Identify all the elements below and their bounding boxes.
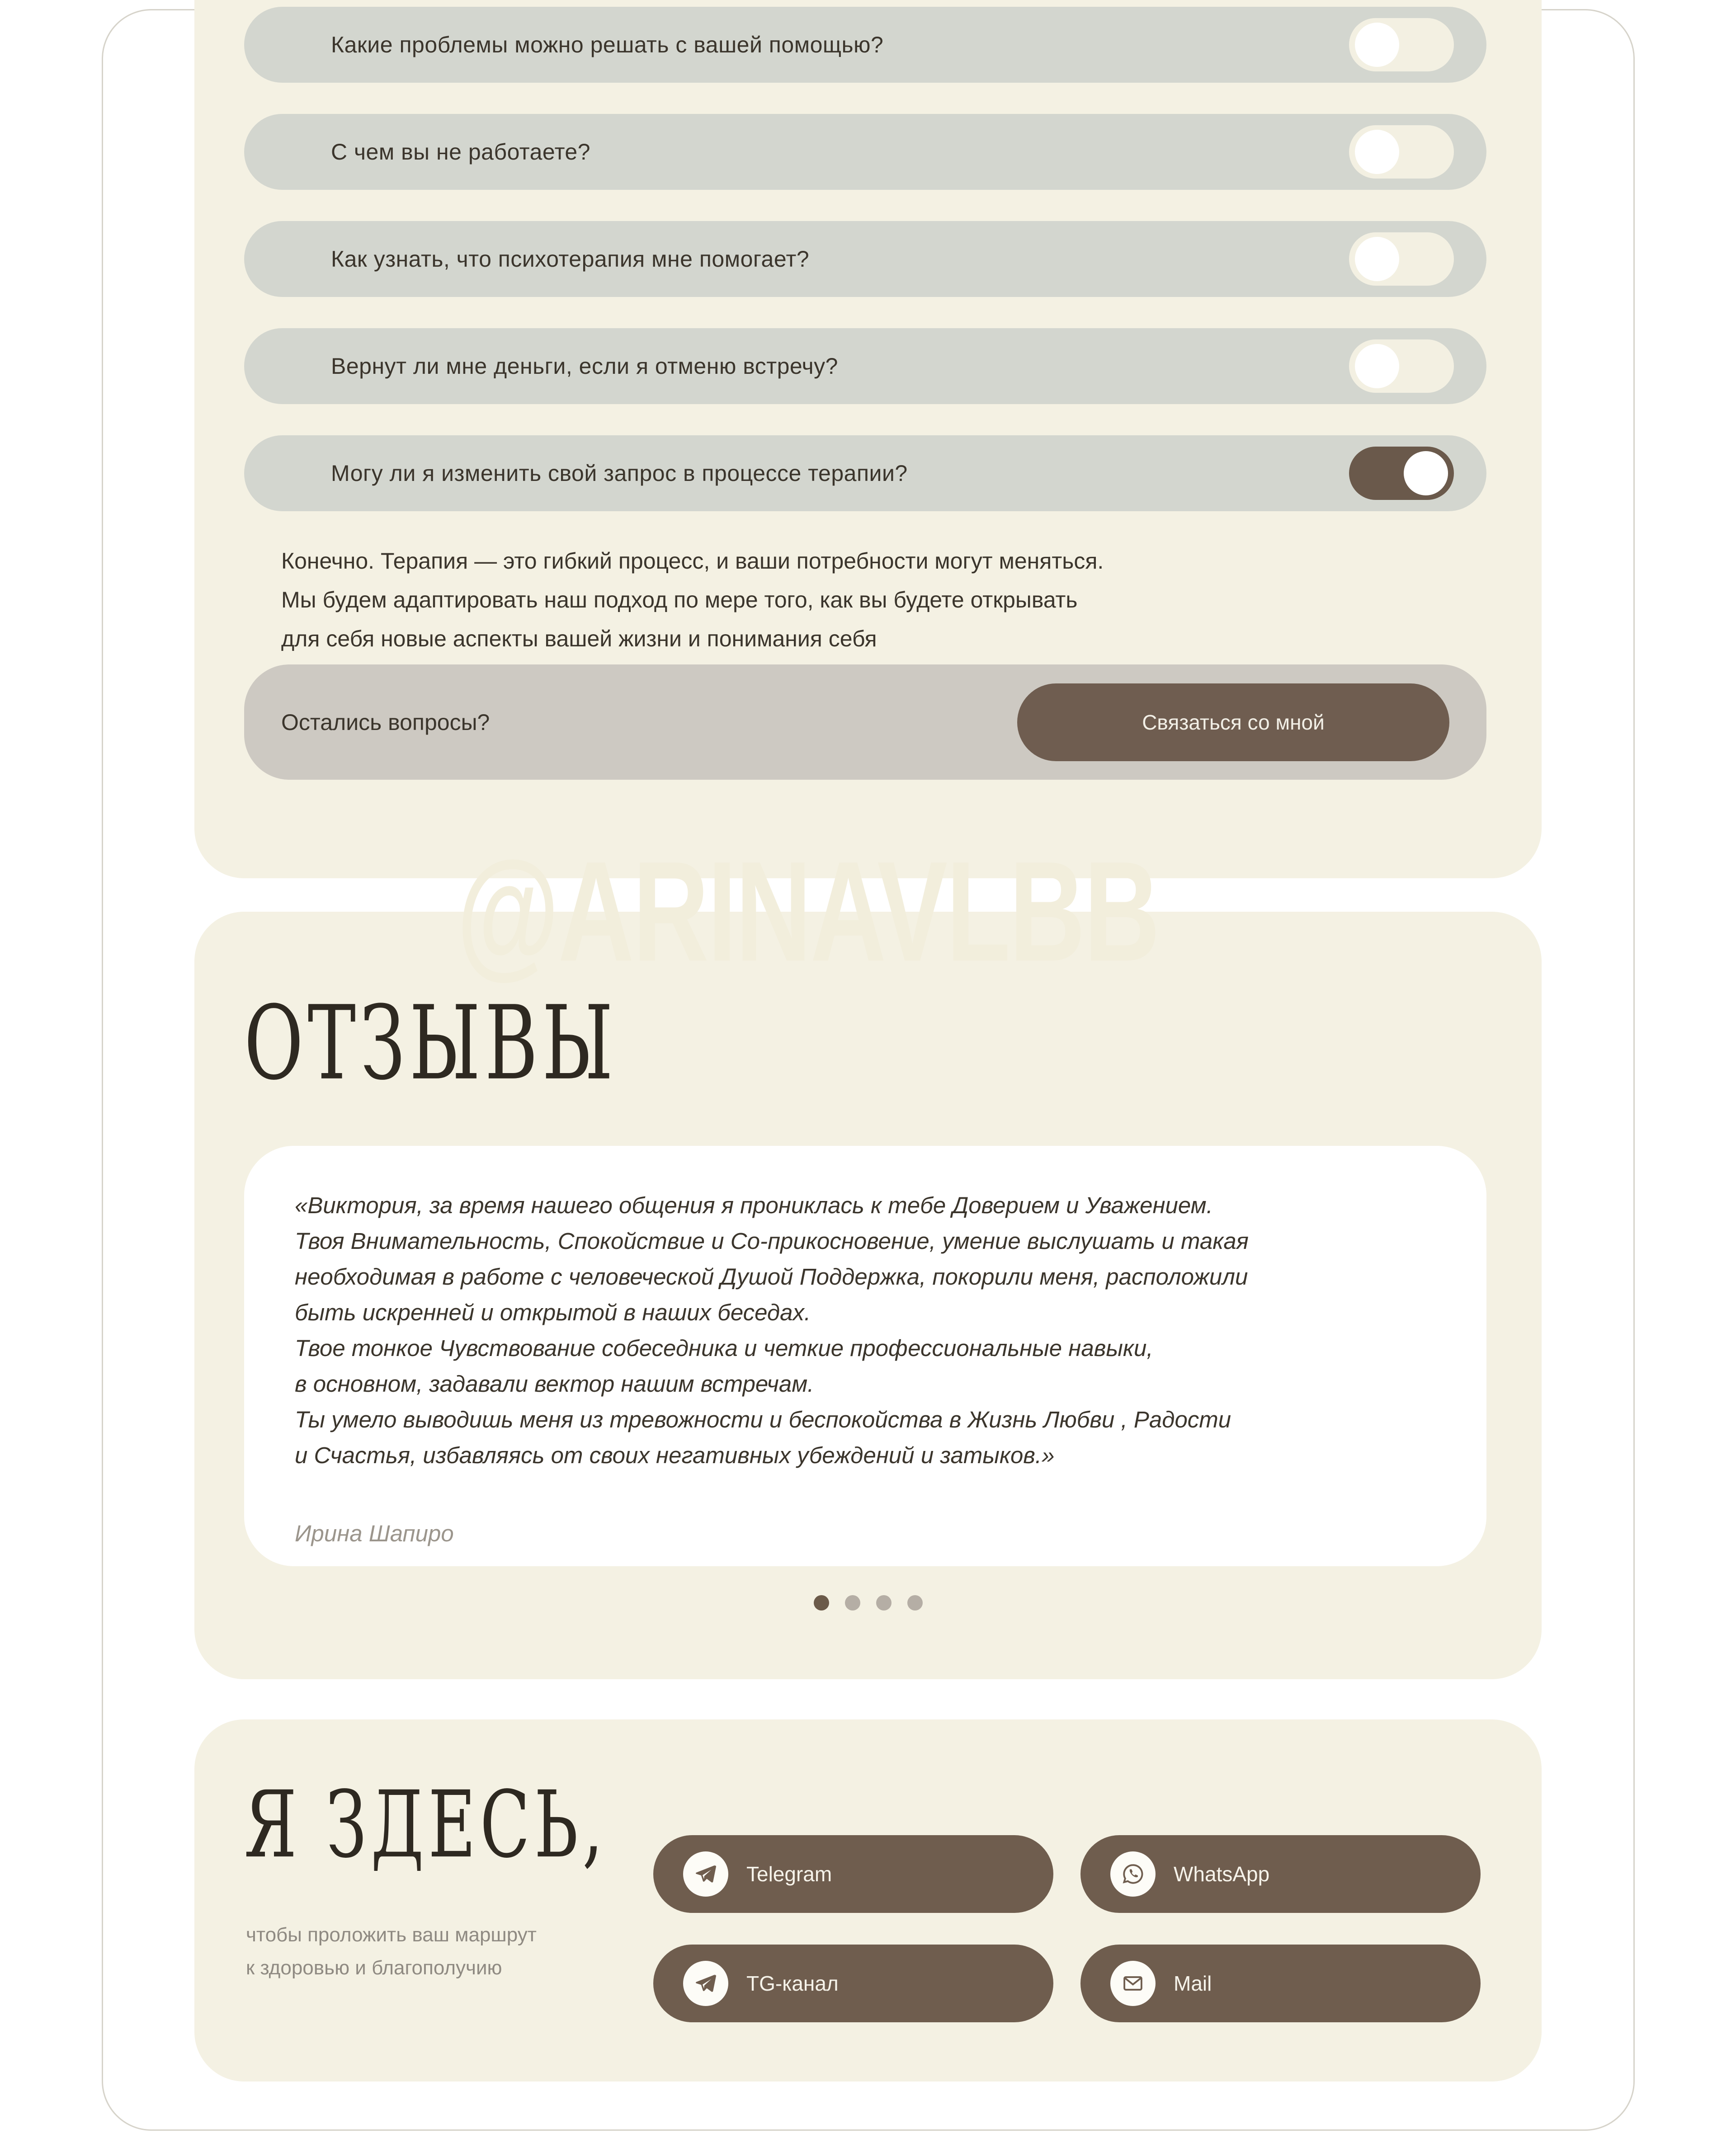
footer-heading: Я ЗДЕСЬ, [244,1771,608,1879]
toggle-knob [1355,344,1399,388]
faq-question: С чем вы не работаете? [331,139,591,165]
telegram-icon [683,1851,728,1897]
faq-answer [281,542,1104,658]
faq-toggle-2[interactable] [1349,232,1454,286]
faq-item-1[interactable] [244,7,1486,83]
faq-section [194,0,1542,878]
faq-question: Вернут ли мне деньги, если я отменю встречу? [331,353,838,379]
carousel-dot-1[interactable] [814,1595,829,1611]
faq-answer-line: Мы будем адаптировать наш подход по мере того, как вы будете открывать [281,587,1078,612]
faq-question: Как узнать, что психотерапия мне помогает? [331,246,810,272]
whatsapp-button[interactable] [1080,1835,1481,1913]
quote-line: Твоя Внимательность, Спокойствие и Со-прикосновение, умение выслушать и такая [295,1228,1249,1254]
toggle-knob [1355,130,1399,174]
carousel-dots [194,1595,1542,1611]
faq-question: Какие проблемы можно решать с вашей помощью? [331,32,884,57]
faq-item-4[interactable] [244,328,1486,404]
faq-toggle-0[interactable] [1349,18,1454,71]
quote-line: «Виктория, за время нашего общения я прониклась к тебе Доверием и Уважением. [295,1192,1213,1218]
contact-me-button[interactable]: Связаться со мной [1017,683,1449,761]
footer-subtitle [246,1918,537,1984]
footer-subtitle-line: к здоровью и благополучию [246,1957,502,1979]
button-label: Telegram [746,1862,832,1886]
telegram-icon [683,1961,728,2006]
quote-line: и Счастья, избавляясь от своих негативных убеждений и затыков.» [295,1442,1055,1468]
quote-line: Твое тонкое Чувствование собеседника и четкие профессиональные навыки, [295,1335,1153,1361]
faq-item-5[interactable] [244,435,1486,511]
faq-answer-line: для себя новые аспекты вашей жизни и понимания себя [281,626,877,651]
button-label: WhatsApp [1174,1862,1270,1886]
faq-toggle-4[interactable] [1349,447,1454,500]
toggle-knob [1355,23,1399,67]
tg-channel-button[interactable] [653,1945,1053,2022]
reviews-section [194,912,1542,1679]
watermark: @ARINAVLBB [457,832,1159,991]
carousel-dot-3[interactable] [876,1595,892,1611]
faq-question: Могу ли я изменить свой запрос в процессе терапии? [331,461,908,486]
testimonial-quote [295,1187,1249,1473]
telegram-button[interactable] [653,1835,1053,1913]
contact-bar [244,664,1486,780]
toggle-knob [1404,451,1448,495]
faq-toggle-1[interactable] [1349,125,1454,179]
faq-toggle-3[interactable] [1349,339,1454,393]
contacts-section [194,1719,1542,2081]
quote-line: быть искренней и открытой в наших беседах. [295,1300,811,1325]
toggle-knob [1355,237,1399,281]
quote-line: необходимая в работе с человеческой Душой Поддержка, покорили меня, расположили [295,1264,1248,1290]
faq-item-2[interactable] [244,114,1486,190]
whatsapp-icon [1110,1851,1156,1897]
faq-answer-line: Конечно. Терапия — это гибкий процесс, и ваши потребности могут меняться. [281,548,1104,574]
quote-line: в основном, задавали вектор нашим встречам. [295,1371,814,1397]
contact-prompt: Остались вопросы? [281,709,490,735]
carousel-dot-4[interactable] [907,1595,923,1611]
carousel-dot-2[interactable] [845,1595,860,1611]
quote-line: Ты умело выводишь меня из тревожности и беспокойства в Жизнь Любви , Радости [295,1407,1231,1432]
testimonial-card [244,1146,1486,1566]
faq-item-3[interactable] [244,221,1486,297]
button-label: Mail [1174,1972,1212,1995]
button-label: TG-канал [746,1972,839,1995]
footer-subtitle-line: чтобы проложить ваш маршрут [246,1924,537,1946]
mail-icon [1110,1961,1156,2006]
testimonial-author: Ирина Шапиро [295,1521,454,1546]
mail-button[interactable] [1080,1945,1481,2022]
reviews-heading: ОТЗЫВЫ [244,984,618,1103]
